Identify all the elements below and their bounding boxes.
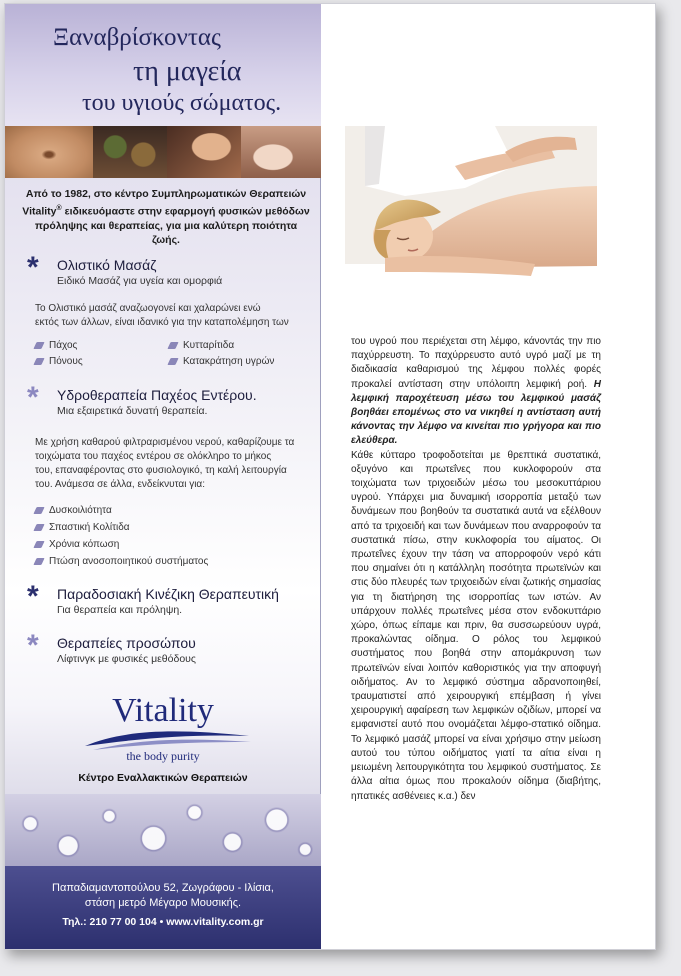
bullet-icon [33, 342, 44, 349]
logo-centre-name: Κέντρο Εναλλακτικών Θεραπειών [78, 772, 248, 784]
vitality-advertisement [5, 4, 321, 950]
contact-address: Παπαδιαμαντοπούλου 52, Ζωγράφου - Ιλίσια, [52, 882, 274, 894]
service-title: Θεραπείες προσώπου [57, 635, 196, 651]
bullet-label: Πτώση ανοσοποιητικού συστήματος [49, 556, 209, 567]
bullet-icon [33, 558, 44, 565]
massage-illustration [345, 126, 597, 288]
headline-line-2: τη μαγεία [133, 56, 242, 87]
service-description [35, 436, 294, 492]
bullet-item [49, 340, 77, 351]
description-line: Το Ολιστικό μασάζ αναζωογονεί και χαλαρώνει ενώ [35, 303, 261, 314]
article-intro: του υγρού που περιέχεται στη λέμφο, κάνοντάς την πιο παχύρρευστη. Το παχύρρευστο αυτό υγρό μαζί με τη διαδικασία καθαρισμού της λέμφου πολλές φορές προκαλεί αντίσταση στην υπόλοιπη λεμφική ροή. [351, 336, 601, 390]
article-text [351, 335, 601, 804]
magazine-page [4, 3, 656, 950]
bullet-item [49, 356, 83, 367]
belly-photo [5, 126, 93, 178]
bullet-icon [167, 358, 178, 365]
description-line: τοιχώματα του παχέος εντέρου σε ολόκληρο το μήκος [35, 451, 272, 462]
intro-brand: Vitality [22, 205, 57, 217]
description-line: του. Ανάμεσα σε άλλα, ενδείκνυται για: [35, 479, 205, 490]
registered-mark: ® [56, 204, 62, 212]
description-line: εκτός των άλλων, είναι ιδανικό για την καταπολέμηση των [35, 317, 289, 328]
bullet-label: Δυσκοιλιότητα [49, 505, 112, 516]
bubbles-decoration [5, 794, 321, 868]
bullet-label: Κατακράτηση υγρών [183, 356, 275, 367]
service-description [35, 302, 289, 330]
bullet-icon [33, 507, 44, 514]
service-subtitle: Ειδικό Μασάζ για υγεία και ομορφιά [57, 275, 223, 287]
vitality-logo [5, 686, 321, 796]
star-icon: * [27, 251, 39, 284]
article-paragraph-1 [351, 335, 601, 449]
bullet-icon [33, 541, 44, 548]
massage-photo [345, 126, 597, 288]
contact-metro-stop: στάση μετρό Μέγαρο Μουσικής. [84, 897, 242, 909]
contact-band [5, 866, 321, 950]
article-emphasis: Η λεμφική παροχέτευση μέσω του λεμφικού μασάζ βοηθάει επομένως στο να νικηθεί η αντίσταση αυτή κάνοντας την λέμφο να κινείται πιο γρήγορα και πιο ελεύθερα. [351, 378, 602, 447]
star-icon: * [27, 381, 39, 414]
intro-line-2 [21, 202, 311, 219]
star-icon: * [27, 580, 39, 613]
bullet-item [49, 522, 130, 533]
service-title: Παραδοσιακή Κινέζικη Θεραπευτική [57, 586, 279, 602]
hand-massage-photo [241, 126, 321, 178]
service-title: Ολιστικό Μασάζ [57, 257, 157, 273]
bullet-icon [167, 342, 178, 349]
bullet-label: Κυτταρίτιδα [183, 340, 235, 351]
bullet-icon [33, 358, 44, 365]
service-subtitle: Μια εξαιρετικά δυνατή θεραπεία. [57, 405, 208, 417]
description-line: του, επαναφέροντας στο φυσιολογικό, τη καλή λειτουργία [35, 465, 287, 476]
bullet-item [49, 556, 208, 567]
herbs-photo [93, 126, 167, 178]
headline-line-3: του υγιούς σώματος. [82, 90, 282, 116]
contact-phone-website: Τηλ.: 210 77 00 104 • www.vitality.com.gr [62, 916, 264, 928]
intro-line-2-text: ειδικευόμαστε στην εφαρμογή φυσικών μεθόδων [64, 205, 310, 217]
intro-text [21, 187, 311, 248]
bullet-item [49, 505, 112, 516]
service-title: Υδροθεραπεία Παχέος Εντέρου. [57, 387, 257, 403]
bullet-item [183, 340, 234, 351]
bullet-item [183, 356, 274, 367]
intro-line-1: Από το 1982, στο κέντρο Συμπληρωματικών Θεραπειών [25, 188, 307, 200]
service-subtitle: Λίφτινγκ με φυσικές μεθόδους [57, 653, 196, 665]
bullet-label: Πόνους [49, 356, 83, 367]
headline-line-1: Ξαναβρίσκοντας [53, 24, 221, 51]
service-subtitle: Για θεραπεία και πρόληψη. [57, 604, 183, 616]
bullet-label: Σπαστική Κολίτιδα [49, 522, 130, 533]
ad-header [5, 4, 321, 126]
bullet-item [49, 539, 119, 550]
description-line: Με χρήση καθαρού φιλτραρισμένου νερού, καθαρίζουμε τα [35, 437, 295, 448]
bullet-icon [33, 524, 44, 531]
article-paragraph-2: Κάθε κύτταρο τροφοδοτείται με θρεπτικά συστατικά, οξυγόνο και πρωτεΐνες που κυκλοφορούν στα τοιχώματα των τριχοειδών μέσω του μεσοκυττάριου υγρού. Υπάρχει μια δυναμική ισορροπία μεταξύ των δυνάμεων που βοηθούν τα συστατικά αυτά να εξέλθουν από τα τριχοειδή και των δυνάμεων που αναρροφούν τα συστατικά πίσω, στην κυκλοφορία του αίματος. Οι πρωτεΐνες έχουν την τάση να απορροφούν νερό κάτι που σημαίνει ότι η κατάλληλη ποσότητα πρωτεϊνών και στις δύο πλευρές των τριχοειδών είναι ζωτικής σημασίας για τη διατήρηση της ισορροπίας των ιστών. Αν υπάρχουν πολλές πρωτεΐνες μέσα στον ενδοκυττάριο χώρο, όπως είπαμε και πριν, θα συσσωρεύουν υγρά, προκαλώντας οίδημα. Ο ρόλος του λεμφικού συστήματος που βοηθά στην απομάκρυνση των πρωτεϊνών είναι λοιπόν καθοριστικός για την αποφυγή οιδήματος. Αν το λεμφικό σύστημα αδρανοποιηθεί, τραυματιστεί από χειρουργική επέμβαση ή γίνει χειρουργική αφαίρεση των λεμφικών οζιδίων, μπορεί να εμφανιστεί αυτό που ονομάζεται λέμφο-στατικό οίδημα. Το λεμφικό μασάζ μπορεί να είναι χρήσιμο στην μείωση αυτού του τύπου οιδήματος γιατί τα αίτια είναι η μειωμένη λειτουργικότητα του λεμφικού συστήματος. Σε άλλα αίτια όμως που προκαλούν οίδημα (διαβήτης, ηπατικές ασθένειες κ.α.) δεν [351, 449, 601, 802]
bullet-label: Χρόνια κόπωση [49, 539, 120, 550]
bullet-label: Πάχος [49, 340, 78, 351]
back-massage-photo [167, 126, 241, 178]
logo-wordmark: Vitality [112, 692, 214, 729]
intro-line-3: πρόληψης και θεραπείας, για μια καλύτερη ποιότητα ζωής. [34, 219, 298, 246]
star-icon: * [27, 629, 39, 662]
logo-tagline: the body purity [126, 749, 200, 763]
photo-strip [5, 126, 321, 178]
